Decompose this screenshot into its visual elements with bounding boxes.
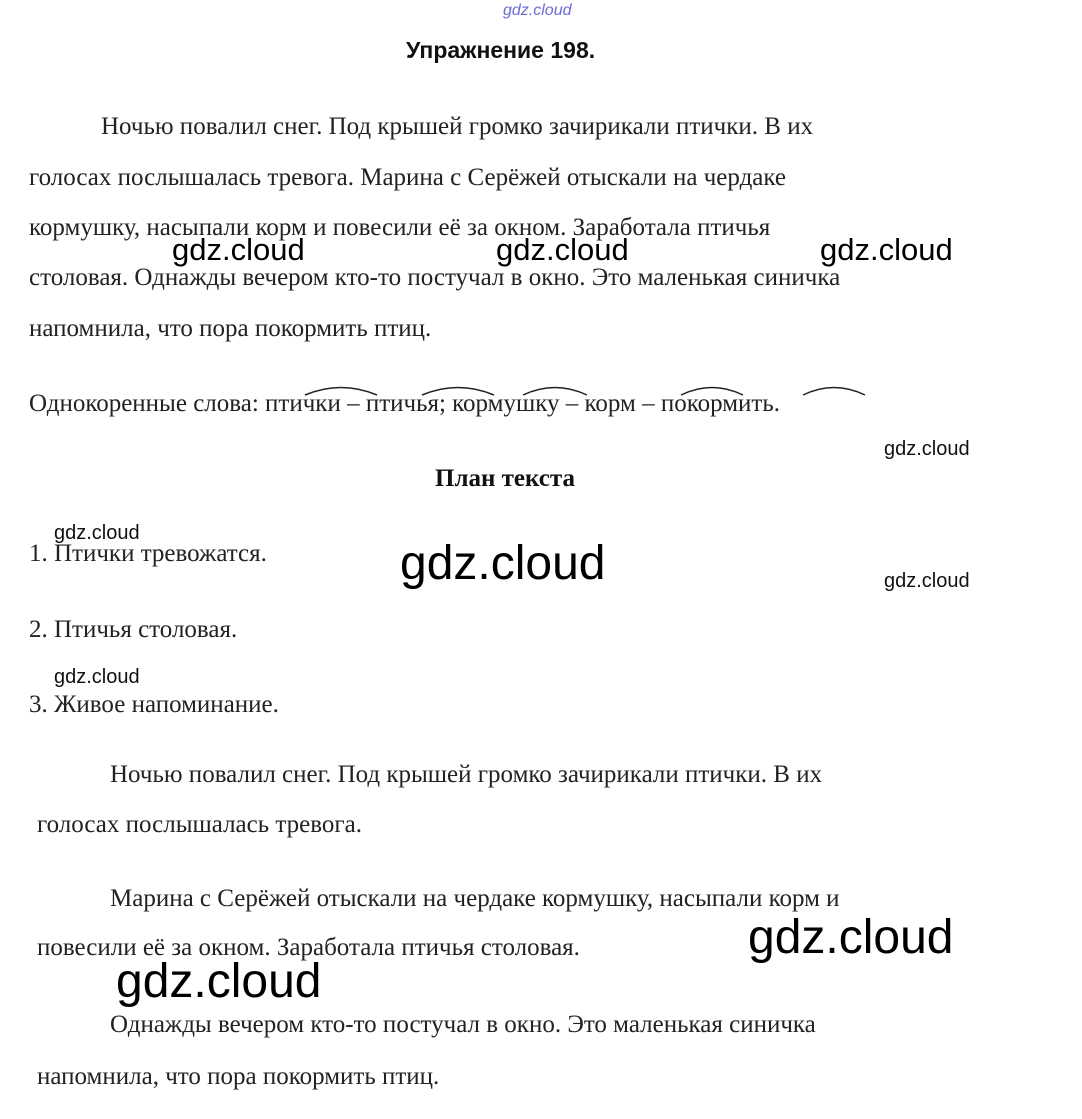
paragraph-2-line-2: повесили её за окном. Заработала птичья столовая. <box>37 934 580 961</box>
text-line-2: голосах послышалась тревога. Марина с Серёжей отыскали на чердаке <box>29 164 787 191</box>
root-arc <box>803 388 865 396</box>
watermark: gdz.cloud <box>884 570 970 592</box>
text-line-5: напомнила, что пора покормить птиц. <box>29 315 432 342</box>
watermark: gdz.cloud <box>172 232 305 267</box>
plan-item-2: 2. Птичья столовая. <box>29 616 238 643</box>
paragraph-3-line-2: напомнила, что пора покормить птиц. <box>37 1063 440 1090</box>
text-line-1: Ночью повалил снег. Под крышей громко зачирикали птички. В их <box>101 113 814 140</box>
watermark: gdz.cloud <box>54 522 140 544</box>
paragraph-2-line-1: Марина с Серёжей отыскали на чердаке кормушку, насыпали корм и <box>110 885 840 912</box>
text-line-3: кормушку, насыпали корм и повесили её за окном. Заработала птичья <box>29 214 771 241</box>
plan-item-3: 3. Живое напоминание. <box>29 691 279 718</box>
watermark: gdz.cloud <box>884 438 970 460</box>
paragraph-3-line-1: Однажды вечером кто-то постучал в окно. Это маленькая синичка <box>110 1011 816 1038</box>
watermark-top: gdz.cloud <box>503 2 572 19</box>
watermark: gdz.cloud <box>496 232 629 267</box>
paragraph-1-line-2: голосах послышалась тревога. <box>37 811 362 838</box>
watermark: gdz.cloud <box>54 666 140 688</box>
cognate-words: Однокоренные слова: птички – птичья; кормушку – корм – покормить. <box>29 390 781 417</box>
watermark: gdz.cloud <box>400 537 606 590</box>
plan-item-1: 1. Птички тревожатся. <box>29 540 267 567</box>
watermark: gdz.cloud <box>820 232 953 267</box>
paragraph-1-line-1: Ночью повалил снег. Под крышей громко зачирикали птички. В их <box>110 761 823 788</box>
watermark: gdz.cloud <box>116 955 322 1008</box>
exercise-title: Упражнение 198. <box>406 37 596 63</box>
text-line-4: столовая. Однажды вечером кто-то постучал в окно. Это маленькая синичка <box>29 264 841 291</box>
watermark: gdz.cloud <box>748 911 954 964</box>
plan-title: План текста <box>435 465 575 492</box>
